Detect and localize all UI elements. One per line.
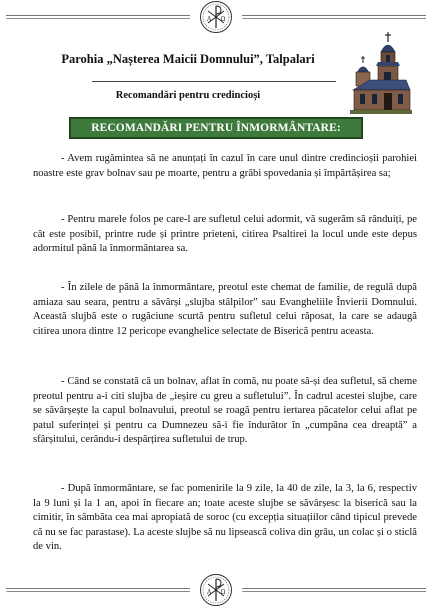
- recommendation-paragraph-2: - Pentru marele folos pe care-l are sufletul celui adormit, vă sugerăm să rânduiți, pe cât este posibil, printre rude și printre prieteni, citirea Psaltirei la locul unde este depus adormitul până la înmormântarea sa.: [33, 214, 417, 254]
- header-divider: [92, 81, 336, 82]
- top-border-line-right: [242, 15, 426, 19]
- recommendation-paragraph-5: - După înmormântare, se fac pomenirile la 9 zile, la 40 de zile, la 3, la 6, respectiv la 9 luni și la 1 an, apoi în fiecare an; toate aceste slujbe se săvârșesc la biserică sau la cimitir, în sâmbăta cea mai apropiată de soroc (cu excepția situațiilor când tipicul prevede că nu se fac parastase). La aceste slujbe să nu lipsească coliva din grâu, un colac și o sticlă de vin.: [33, 483, 417, 552]
- top-border-line-left: [6, 15, 190, 19]
- page-subtitle: Recomandări pentru credincioși: [115, 90, 261, 101]
- svg-text:Ω: Ω: [220, 16, 226, 23]
- recommendation-paragraph-4: - Când se constată că un bolnav, aflat în comă, nu poate să-și dea sufletul, să cheme preotul pentru a-i citi slujba de „ieșire cu greu a sufletului”. În cadrul acestei slujbe, care se săvârșește la capul bolnavului, preotul se roagă pentru iertarea păcatelor celui aflat pe patul suferinței și pentru ca Dumnezeu să-i fie îndurător în „cumpăna cea dreaptă” a sfârșitului, cerându-i despărțirea sufletului de trup.: [33, 376, 417, 445]
- section-title: RECOMANDĂRI PENTRU ÎNMORMÂNTARE:: [91, 122, 341, 134]
- svg-text:A: A: [207, 16, 212, 23]
- svg-text:A: A: [207, 589, 212, 596]
- svg-text:Ω: Ω: [220, 589, 226, 596]
- christogram-emblem-top: [199, 0, 233, 34]
- christogram-emblem-bottom: [199, 573, 233, 607]
- bottom-border-line-right: [242, 588, 426, 592]
- parish-title: Parohia „Nașterea Maicii Domnului”, Talpalari: [61, 52, 315, 66]
- church-illustration: [350, 30, 412, 114]
- recommendation-paragraph-1: - Avem rugămintea să ne anunțați în cazul în care unul dintre credincioșii parohiei noastre este grav bolnav sau pe moarte, pentru a grăbi spovedania și împărtășirea sa;: [33, 153, 417, 179]
- recommendation-paragraph-3: - În zilele de până la înmormântare, preotul este chemat de familie, de regulă după amiaza sau seara, pentru a săvârși „slujba stâlpilor” sau Evangheliile Învierii Domnului. Această slujbă este o rugăciune scurtă pentru sufletul celui răposat, la care se adaugă citirea unora dintre 12 pericope evanghelice selectate de Biserică pentru aceasta.: [33, 282, 417, 337]
- section-title-banner: [69, 117, 363, 139]
- bottom-border-line-left: [6, 588, 190, 592]
